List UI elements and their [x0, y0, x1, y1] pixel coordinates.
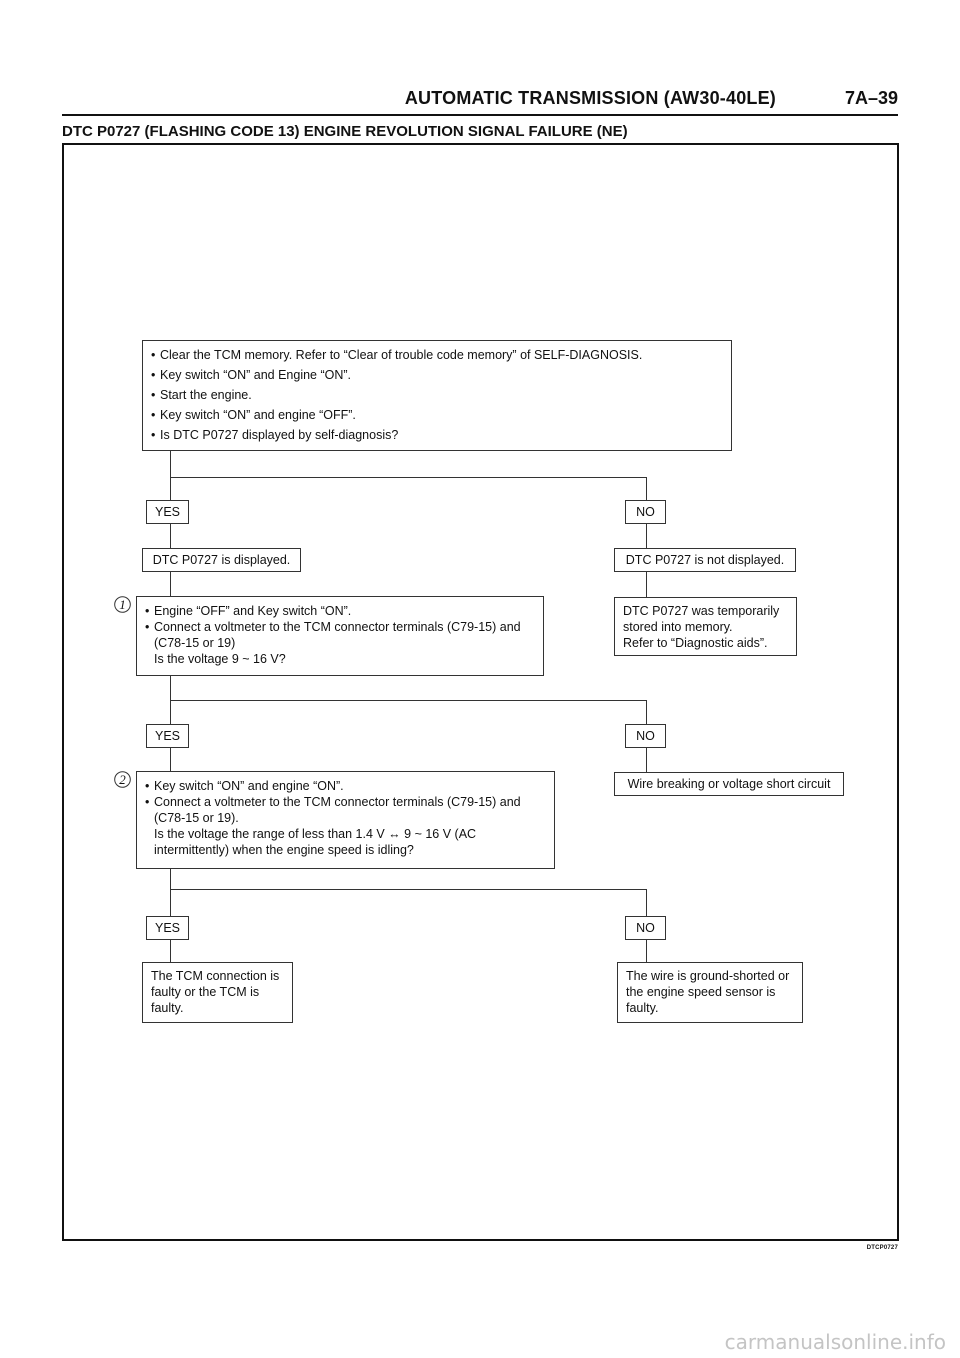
tcm-faulty-line: faulty or the TCM is — [151, 985, 260, 999]
start-item: • Clear the TCM memory. Refer to “Clear of trouble code memory” of SELF-DIAGNOSIS. — [151, 347, 723, 363]
connector — [646, 940, 647, 962]
flowchart-frame — [62, 143, 899, 1241]
tcm-faulty-line: The TCM connection is — [151, 969, 280, 983]
section-title: AUTOMATIC TRANSMISSION (AW30-40LE) — [404, 88, 776, 108]
connector — [170, 700, 647, 701]
step-2-digit: 2 — [119, 772, 126, 787]
step-1-number — [114, 596, 131, 613]
ground-shorted-box — [617, 962, 803, 1023]
temp-stored-line: DTC P0727 was temporarily — [623, 604, 780, 618]
tcm-faulty-box — [142, 962, 293, 1023]
step-1-continuation: (C78-15 or 19) — [154, 636, 236, 650]
watermark: carmanualsonline.info — [724, 1330, 946, 1354]
connector — [170, 940, 171, 962]
step-2-item: • Key switch “ON” and engine “ON”. — [145, 778, 546, 794]
connector — [646, 748, 647, 772]
start-item: • Start the engine. — [151, 387, 723, 403]
wire-breaking-box: Wire breaking or voltage short circuit — [614, 772, 844, 796]
yes-label: YES — [146, 500, 189, 524]
start-item: • Key switch “ON” and Engine “ON”. — [151, 367, 723, 383]
temp-stored-line: stored into memory. — [623, 620, 733, 634]
connector — [170, 869, 171, 916]
connector — [170, 889, 647, 890]
step-1-box — [136, 596, 544, 676]
connector — [170, 748, 171, 771]
connector — [170, 451, 171, 500]
page-number: 7A–39 — [844, 88, 898, 108]
connector — [646, 524, 647, 548]
step-1-item: • Engine “OFF” and Key switch “ON”. — [145, 603, 535, 619]
start-item: • Key switch “ON” and engine “OFF”. — [151, 407, 723, 423]
step-2-question: Is the voltage the range of less than 1.4 V ↔ 9 ~ 16 V (AC — [154, 827, 477, 841]
connector — [646, 889, 647, 916]
dtc-displayed-box: DTC P0727 is displayed. — [142, 548, 301, 572]
step-2-box — [136, 771, 555, 869]
start-box — [142, 340, 732, 451]
step-2-continuation: (C78-15 or 19). — [154, 811, 239, 825]
figure-id: DTCP0727 — [866, 1245, 898, 1251]
ground-shorted-line: faulty. — [626, 1001, 659, 1015]
connector — [170, 524, 171, 548]
step-1-item: • Connect a voltmeter to the TCM connector terminals (C79-15) and — [145, 619, 535, 635]
step-2-question: intermittently) when the engine speed is idling? — [154, 843, 414, 857]
connector — [170, 572, 171, 597]
no-label: NO — [625, 724, 666, 748]
step-1-digit: 1 — [119, 597, 126, 612]
no-label: NO — [625, 500, 666, 524]
yes-label: YES — [146, 724, 189, 748]
ground-shorted-line: The wire is ground-shorted or — [626, 969, 790, 983]
temporarily-stored-box — [614, 597, 797, 656]
tcm-faulty-line: faulty. — [151, 1001, 184, 1015]
ground-shorted-line: the engine speed sensor is — [626, 985, 776, 999]
dtc-heading: DTC P0727 (FLASHING CODE 13) ENGINE REVOLUTION SIGNAL FAILURE (NE) — [62, 123, 628, 140]
no-label: NO — [625, 916, 666, 940]
connector — [646, 572, 647, 597]
connector — [646, 477, 647, 500]
yes-label: YES — [146, 916, 189, 940]
dtc-not-displayed-box: DTC P0727 is not displayed. — [614, 548, 796, 572]
start-item: • Is DTC P0727 displayed by self-diagnosis? — [151, 427, 723, 443]
page-header — [62, 86, 898, 116]
connector — [646, 700, 647, 724]
step-1-question: Is the voltage 9 ~ 16 V? — [154, 652, 286, 666]
connector — [170, 477, 647, 478]
step-2-number — [114, 771, 131, 788]
temp-stored-line: Refer to “Diagnostic aids”. — [623, 636, 768, 650]
step-2-item: • Connect a voltmeter to the TCM connector terminals (C79-15) and — [145, 794, 546, 810]
